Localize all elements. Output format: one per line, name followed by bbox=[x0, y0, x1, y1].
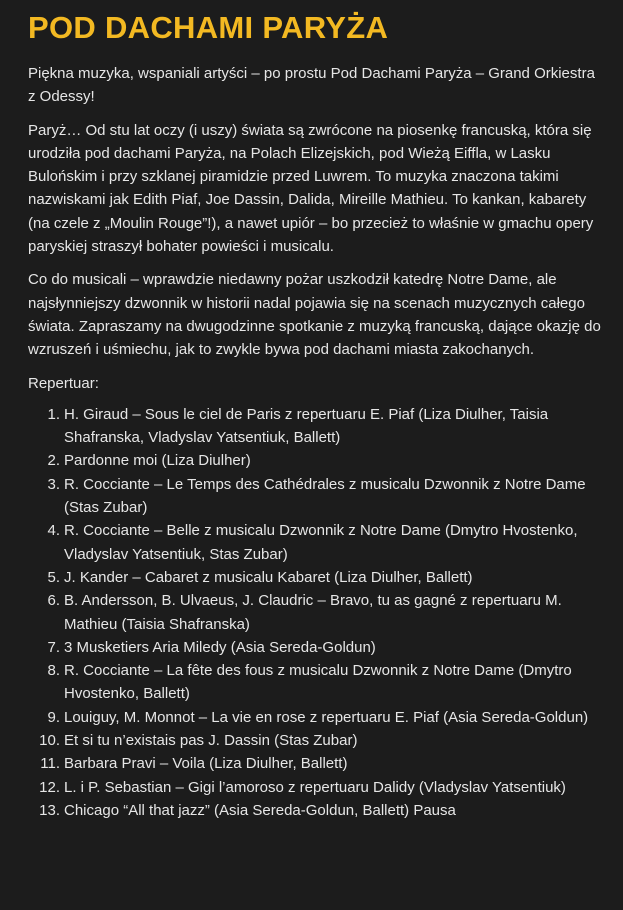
repertoire-item-number: 3. bbox=[47, 475, 60, 493]
repertoire-item-text: Et si tu n’existais pas J. Dassin (Stas Zubar) bbox=[64, 732, 358, 750]
repertoire-item-text: J. Kander – Cabaret z musicalu Kabaret (Liza Diulher, Ballett) bbox=[64, 568, 473, 586]
repertoire-item bbox=[28, 659, 603, 706]
repertoire-item-number: 13. bbox=[39, 801, 60, 819]
repertoire-item bbox=[28, 776, 603, 799]
repertoire-item-text: L. i P. Sebastian – Gigi l’amoroso z repertuaru Dalidy (Vladyslav Yatsentiuk) bbox=[64, 778, 566, 796]
repertoire-item-text: 3 Musketiers Aria Miledy (Asia Sereda-Goldun) bbox=[64, 638, 376, 656]
repertoire-item-number: 10. bbox=[39, 732, 60, 750]
repertoire-item-number: 7. bbox=[47, 638, 60, 656]
repertoire-item-text: Pardonne moi (Liza Diulher) bbox=[64, 452, 251, 470]
repertoire-item bbox=[28, 729, 603, 752]
repertoire-item-text: Louiguy, M. Monnot – La vie en rose z repertuaru E. Piaf (Asia Sereda-Goldun) bbox=[64, 708, 589, 726]
repertoire-item-number: 2. bbox=[47, 452, 60, 470]
page-title: POD DACHAMI PARYŻA bbox=[28, 10, 389, 45]
repertoire-item-number: 9. bbox=[47, 708, 60, 726]
repertoire-item-number: 1. bbox=[47, 405, 60, 423]
repertoire-label: Repertuar: bbox=[28, 374, 99, 392]
repertoire-item-text: Barbara Pravi – Voila (Liza Diulher, Ballett) bbox=[64, 755, 348, 773]
repertoire-item bbox=[28, 752, 603, 775]
repertoire-item-text: R. Cocciante – Le Temps des Cathédrales z musicalu Dzwonnik z Notre Dame (Stas Zubar) bbox=[64, 475, 586, 517]
repertoire-item-text: Chicago “All that jazz” (Asia Sereda-Goldun, Ballett) Pausa bbox=[64, 801, 456, 819]
repertoire-item-text: B. Andersson, B. Ulvaeus, J. Claudric – Bravo, tu as gagné z repertuaru M. Mathieu (Taisia Shafranska) bbox=[64, 592, 562, 633]
repertoire-item bbox=[28, 403, 603, 450]
repertoire-item-text: R. Cocciante – La fête des fous z musicalu Dzwonnik z Notre Dame (Dmytro Hvostenko, Ballett) bbox=[64, 662, 572, 703]
repertoire-item bbox=[28, 449, 603, 472]
repertoire-list bbox=[28, 403, 603, 822]
repertoire-item bbox=[28, 706, 603, 729]
repertoire-item-text: H. Giraud – Sous le ciel de Paris z repertuaru E. Piaf (Liza Diulher, Taisia Shafranska, Vladyslav Yatsentiuk, Ballett) bbox=[64, 405, 549, 447]
musicals-paragraph: Co do musicali – wprawdzie niedawny pożar uszkodził katedrę Notre Dame, ale najsłynniejszy dzwonnik w historii nadal pojawia się na scenach muzycznych całego świata. Zapraszamy na dwugodzinne spotkanie z muzyką francuską, dające okazję do wzruszeń i uśmiechu, jak to zwykle bywa pod dachami miasta zakochanych. bbox=[28, 271, 601, 359]
repertoire-item bbox=[28, 636, 603, 659]
repertoire-item-number: 11. bbox=[40, 755, 60, 773]
repertoire-item bbox=[28, 799, 603, 822]
repertoire-item-number: 8. bbox=[47, 662, 60, 680]
repertoire-item-number: 4. bbox=[47, 522, 60, 540]
repertoire-item-number: 5. bbox=[47, 568, 60, 586]
repertoire-item-text: R. Cocciante – Belle z musicalu Dzwonnik z Notre Dame (Dmytro Hvostenko, Vladyslav Yatsentiuk, Stas Zubar) bbox=[64, 522, 578, 563]
intro-paragraph: Piękna muzyka, wspaniali artyści – po prostu Pod Dachami Paryża – Grand Orkiestra z Odessy! bbox=[28, 65, 595, 106]
repertoire-item bbox=[28, 473, 603, 520]
repertoire-item bbox=[28, 519, 603, 566]
repertoire-item-number: 6. bbox=[47, 592, 60, 610]
repertoire-item bbox=[28, 589, 603, 636]
repertoire-item bbox=[28, 566, 603, 589]
repertoire-item-number: 12. bbox=[39, 778, 60, 796]
paris-paragraph: Paryż… Od stu lat oczy (i uszy) świata są zwrócone na piosenkę francuską, która się urodziła pod dachami Paryża, na Polach Elizejskich, pod Wieżą Eiffla, w Lasku Bulońskim i przy szklanej piramidzie przed Luwrem. To muzyka znaczona takimi nazwiskami jak Edith Piaf, Joe Dassin, Dalida, Mireille Mathieu. To kankan, kabarety (na czele z „Moulin Rouge”!), a nawet upiór – bo przecież to właśnie w gmachu opery paryskiej straszył bohater powieści i musicalu. bbox=[28, 121, 594, 256]
